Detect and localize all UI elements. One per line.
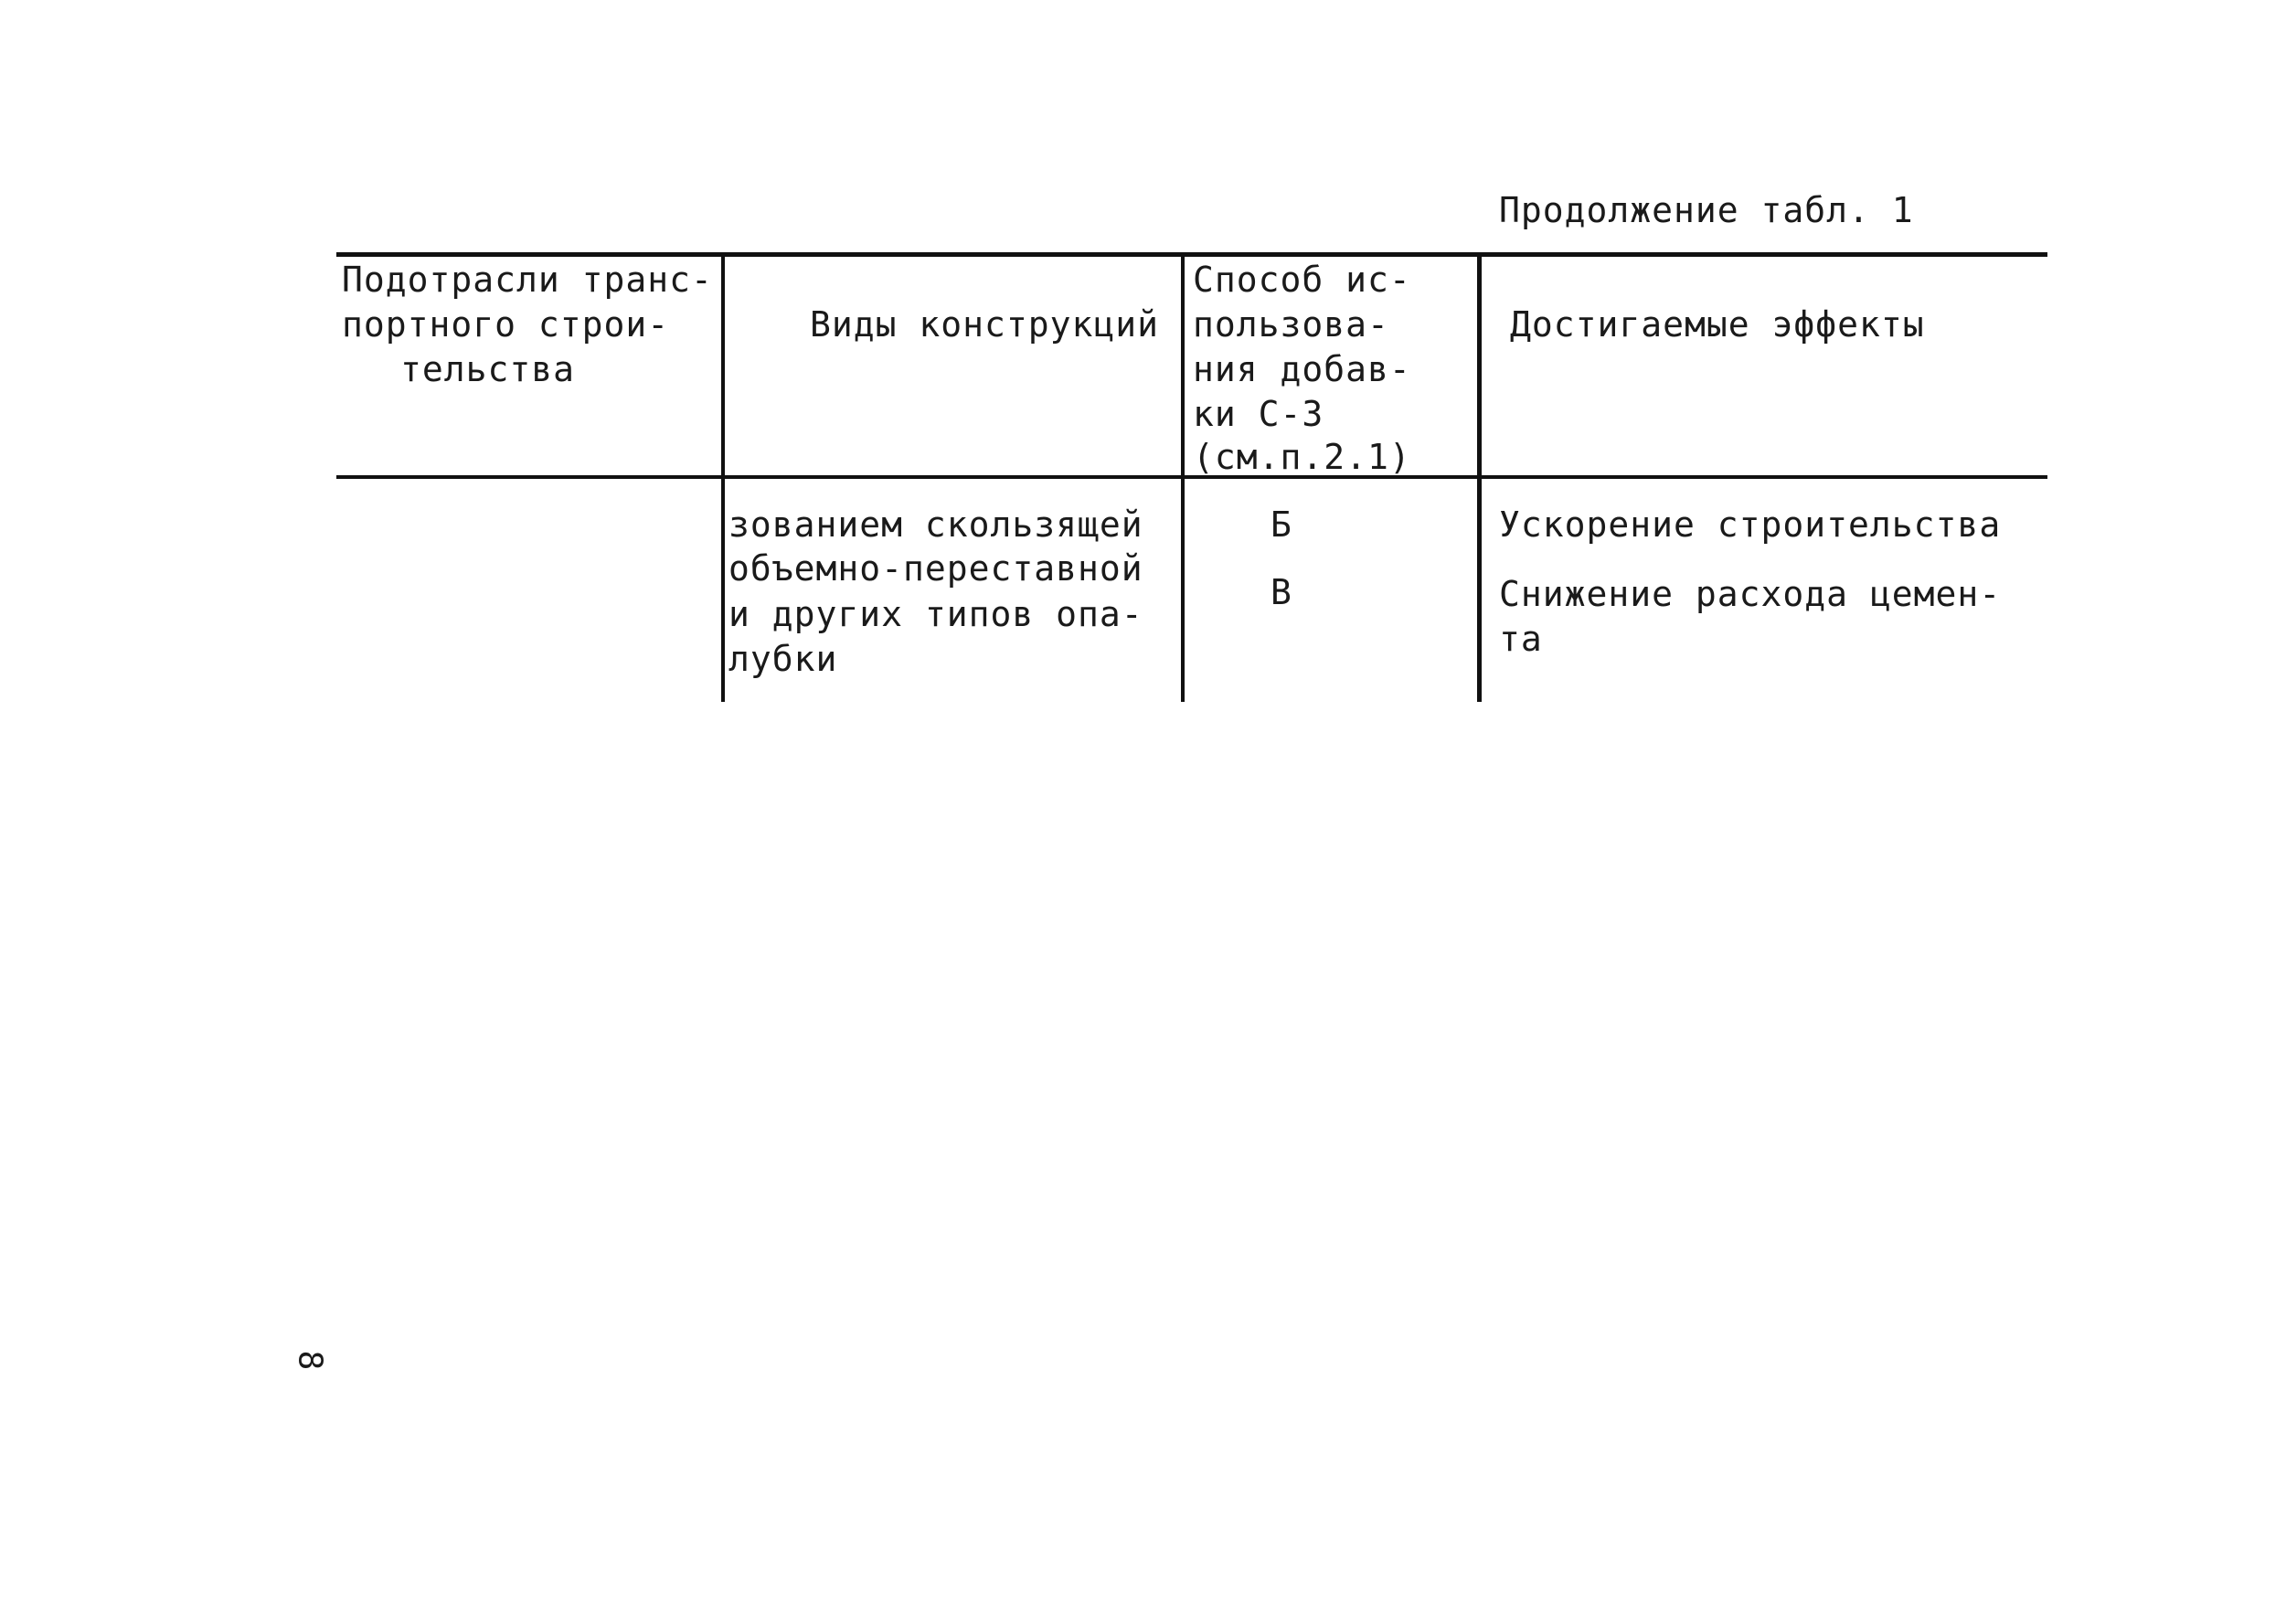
row-structures-line-2: объемно-переставной: [728, 548, 1143, 589]
header-method-line-1: Способ ис-: [1193, 260, 1411, 300]
page-number: 8: [291, 1350, 329, 1371]
row-effect-1: Ускорение строительства: [1499, 504, 2002, 545]
table-top-rule: [336, 252, 2047, 257]
row-effect-2-line-1: Снижение расхода цемен-: [1499, 574, 2002, 614]
header-structures: Виды конструкций: [810, 304, 1160, 345]
table-caption: Продолжение табл. 1: [1499, 190, 1914, 230]
table-header-rule: [336, 475, 2047, 479]
header-effects: Достигаемые эффекты: [1510, 304, 1925, 345]
row-structures-line-3: и других типов опа-: [728, 594, 1143, 634]
header-method-line-3: ния добав-: [1193, 349, 1411, 389]
row-method-2: В: [1271, 572, 1292, 612]
header-method-line-4: ки С-3: [1193, 394, 1324, 434]
header-method-line-2: пользова-: [1193, 304, 1389, 345]
header-subsector-line-3: тельства: [400, 349, 576, 389]
column-divider-2: [1181, 255, 1185, 702]
row-effect-2-line-2: та: [1499, 619, 1543, 659]
row-structures-line-4: лубки: [728, 639, 838, 679]
header-subsector-line-2: портного строи-: [342, 304, 670, 345]
header-method-line-5: (см.п.2.1): [1193, 437, 1411, 477]
row-method-1: Б: [1271, 504, 1292, 545]
row-structures-line-1: зованием скользящей: [728, 504, 1143, 545]
column-divider-1: [721, 255, 725, 702]
column-divider-3: [1477, 255, 1482, 702]
header-subsector-line-1: Подотрасли транс-: [342, 260, 713, 300]
